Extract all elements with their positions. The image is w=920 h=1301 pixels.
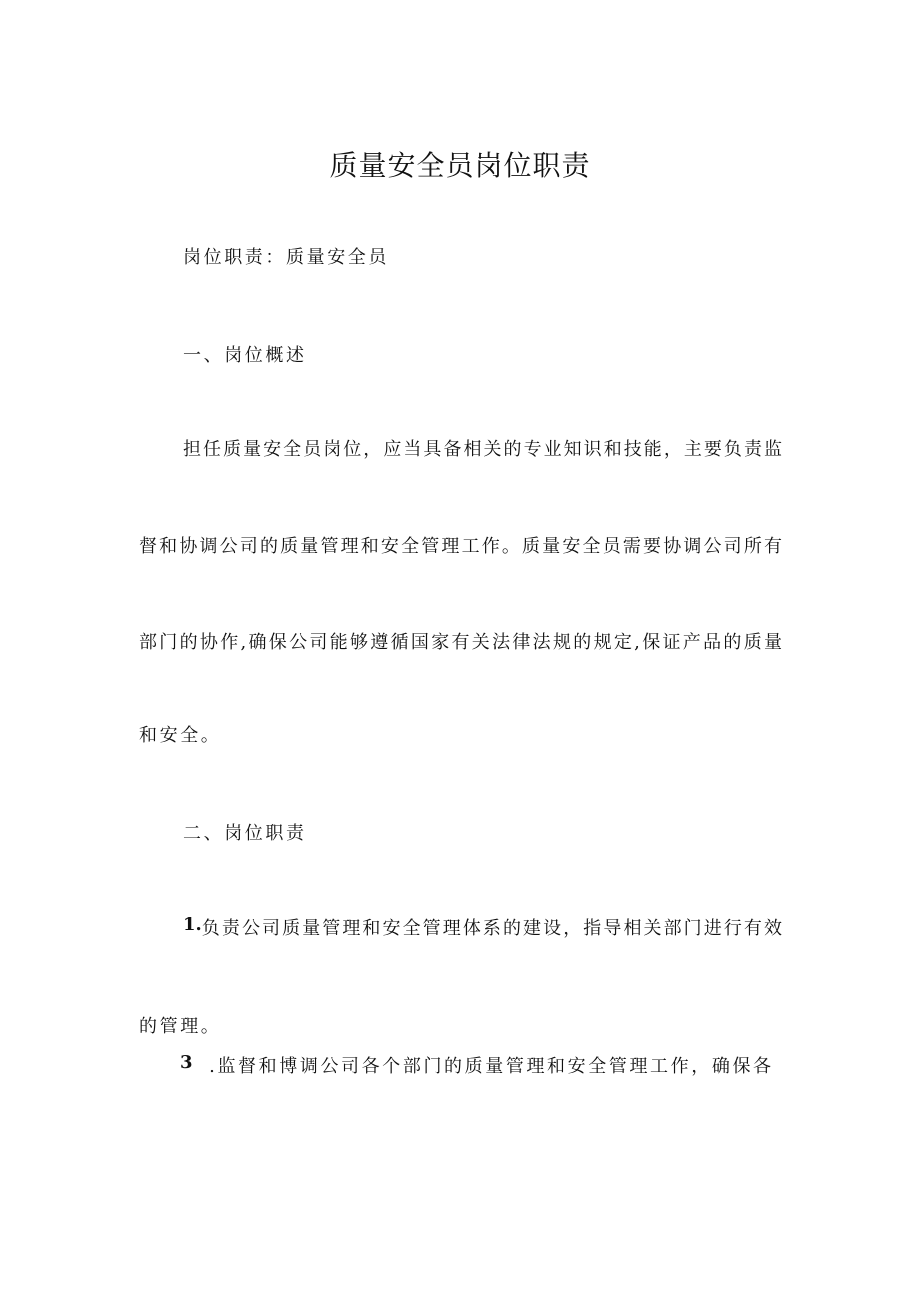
item1-number: 1. (183, 914, 202, 935)
item2-number: 3 (180, 1052, 196, 1073)
para1-line-3: 部门的协作,确保公司能够遵循国家有关法律法规的规定,保证产品的质量 (139, 632, 782, 653)
item1-line-1 (183, 914, 782, 940)
section2-heading: 二、岗位职责 (183, 823, 307, 844)
para1-line-4: 和安全。 (139, 725, 222, 746)
para1-line-1: 担任质量安全员岗位，应当具备相关的专业知识和技能，主要负责监 (183, 439, 782, 460)
item2-text: .监督和博调公司各个部门的质量管理和安全管理工作，确保各 (209, 1056, 774, 1077)
section1-heading: 一、岗位概述 (183, 345, 307, 366)
item1-text-1: 负责公司质量管理和安全管理体系的建设，指导相关部门进行有效 (201, 918, 782, 939)
para1-line-2: 督和协调公司的质量管理和安全管理工作。质量安全员需要协调公司所有 (139, 536, 782, 557)
item2-line-1 (180, 1052, 774, 1078)
item1-line-2: 的管理。 (139, 1016, 222, 1037)
document-title: 质量安全员岗位职责 (329, 149, 591, 182)
position-line: 岗位职责：质量安全员 (183, 247, 389, 268)
